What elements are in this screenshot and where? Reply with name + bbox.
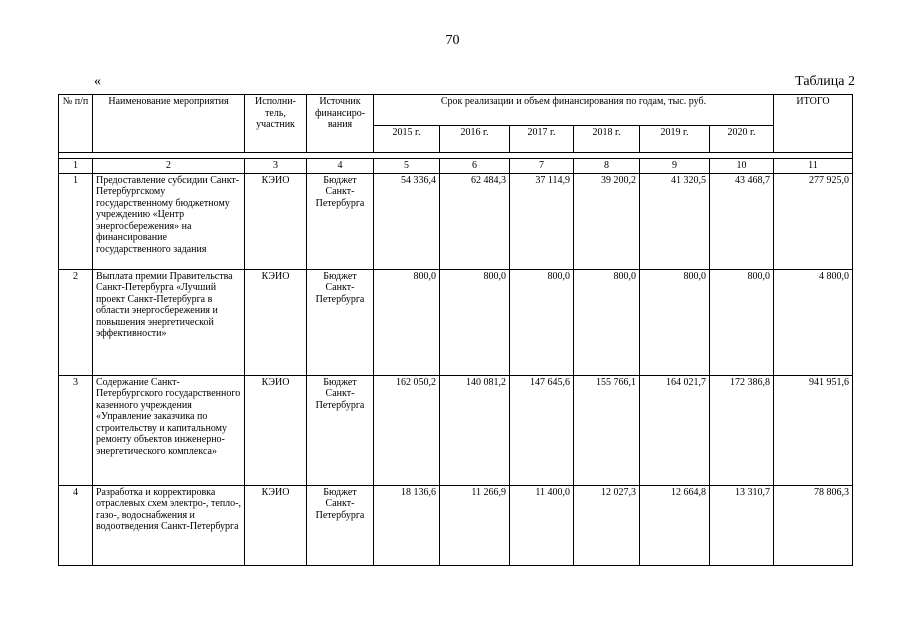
column-number: 3 (245, 159, 307, 174)
table-header-row (59, 95, 853, 126)
row-value: 54 336,4 (374, 173, 440, 269)
row-num: 1 (59, 173, 93, 269)
row-executor: КЭИО (245, 173, 307, 269)
row-value: 37 114,9 (510, 173, 574, 269)
row-value: 147 645,6 (510, 375, 574, 485)
row-name: Разработка и корректировка отраслевых схем электро-, тепло-, газо-, водоснабжения и водоотведения Санкт-Петербурга (93, 485, 245, 565)
row-name: Предоставление субсидии Санкт-Петербургскому государственному бюджетному учреждению «Центр энергосбережения» на финансирование государственного задания (93, 173, 245, 269)
row-value: 39 200,2 (574, 173, 640, 269)
column-number-row (59, 159, 853, 174)
row-value: 13 310,7 (710, 485, 774, 565)
row-value: 800,0 (710, 269, 774, 375)
row-value: 11 400,0 (510, 485, 574, 565)
column-number: 2 (93, 159, 245, 174)
row-value: 18 136,6 (374, 485, 440, 565)
row-value: 43 468,7 (710, 173, 774, 269)
header-total: ИТОГО (774, 95, 853, 153)
row-source: Бюджет Санкт-Петербурга (307, 485, 374, 565)
row-value: 800,0 (574, 269, 640, 375)
table-row (59, 485, 853, 565)
row-value: 140 081,2 (440, 375, 510, 485)
row-value: 800,0 (640, 269, 710, 375)
row-source: Бюджет Санкт-Петербурга (307, 375, 374, 485)
row-value: 172 386,8 (710, 375, 774, 485)
column-number: 9 (640, 159, 710, 174)
header-year: 2020 г. (710, 126, 774, 153)
row-value: 62 484,3 (440, 173, 510, 269)
row-total: 941 951,6 (774, 375, 853, 485)
financing-table (58, 94, 853, 566)
column-number: 7 (510, 159, 574, 174)
header-year: 2019 г. (640, 126, 710, 153)
row-num: 3 (59, 375, 93, 485)
header-num: № п/п (59, 95, 93, 153)
row-value: 12 664,8 (640, 485, 710, 565)
header-year: 2018 г. (574, 126, 640, 153)
header-year: 2017 г. (510, 126, 574, 153)
row-value: 12 027,3 (574, 485, 640, 565)
row-value: 800,0 (440, 269, 510, 375)
row-value: 800,0 (374, 269, 440, 375)
row-value: 11 266,9 (440, 485, 510, 565)
column-number: 5 (374, 159, 440, 174)
table-row (59, 375, 853, 485)
header-source: Источник финансиро-вания (307, 95, 374, 153)
row-total: 78 806,3 (774, 485, 853, 565)
row-name: Содержание Санкт-Петербургского государственного казенного учреждения «Управление заказчика по строительству и капитальному ремонту объектов инженерно-энергетического комплекса» (93, 375, 245, 485)
table-label: Таблица 2 (795, 74, 855, 89)
row-value: 164 021,7 (640, 375, 710, 485)
header-year: 2015 г. (374, 126, 440, 153)
row-value: 41 320,5 (640, 173, 710, 269)
row-executor: КЭИО (245, 269, 307, 375)
table-row (59, 269, 853, 375)
row-total: 277 925,0 (774, 173, 853, 269)
row-executor: КЭИО (245, 375, 307, 485)
row-value: 155 766,1 (574, 375, 640, 485)
column-number: 1 (59, 159, 93, 174)
page-number: 70 (445, 33, 460, 48)
row-value: 162 050,2 (374, 375, 440, 485)
row-total: 4 800,0 (774, 269, 853, 375)
header-executor: Исполни-тель, участник (245, 95, 307, 153)
header-year: 2016 г. (440, 126, 510, 153)
column-number: 6 (440, 159, 510, 174)
row-source: Бюджет Санкт-Петербурга (307, 173, 374, 269)
row-value: 800,0 (510, 269, 574, 375)
row-source: Бюджет Санкт-Петербурга (307, 269, 374, 375)
row-num: 4 (59, 485, 93, 565)
header-period: Срок реализации и объем финансирования по годам, тыс. руб. (374, 95, 774, 126)
row-num: 2 (59, 269, 93, 375)
row-executor: КЭИО (245, 485, 307, 565)
table-row (59, 173, 853, 269)
row-name: Выплата премии Правительства Санкт-Петербурга «Лучший проект Санкт-Петербурга в области энергосбережения и повышения энергетической эффективности» (93, 269, 245, 375)
header-name: Наименование мероприятия (93, 95, 245, 153)
opening-quote-mark: « (94, 74, 101, 89)
column-number: 8 (574, 159, 640, 174)
column-number: 10 (710, 159, 774, 174)
column-number: 11 (774, 159, 853, 174)
column-number: 4 (307, 159, 374, 174)
